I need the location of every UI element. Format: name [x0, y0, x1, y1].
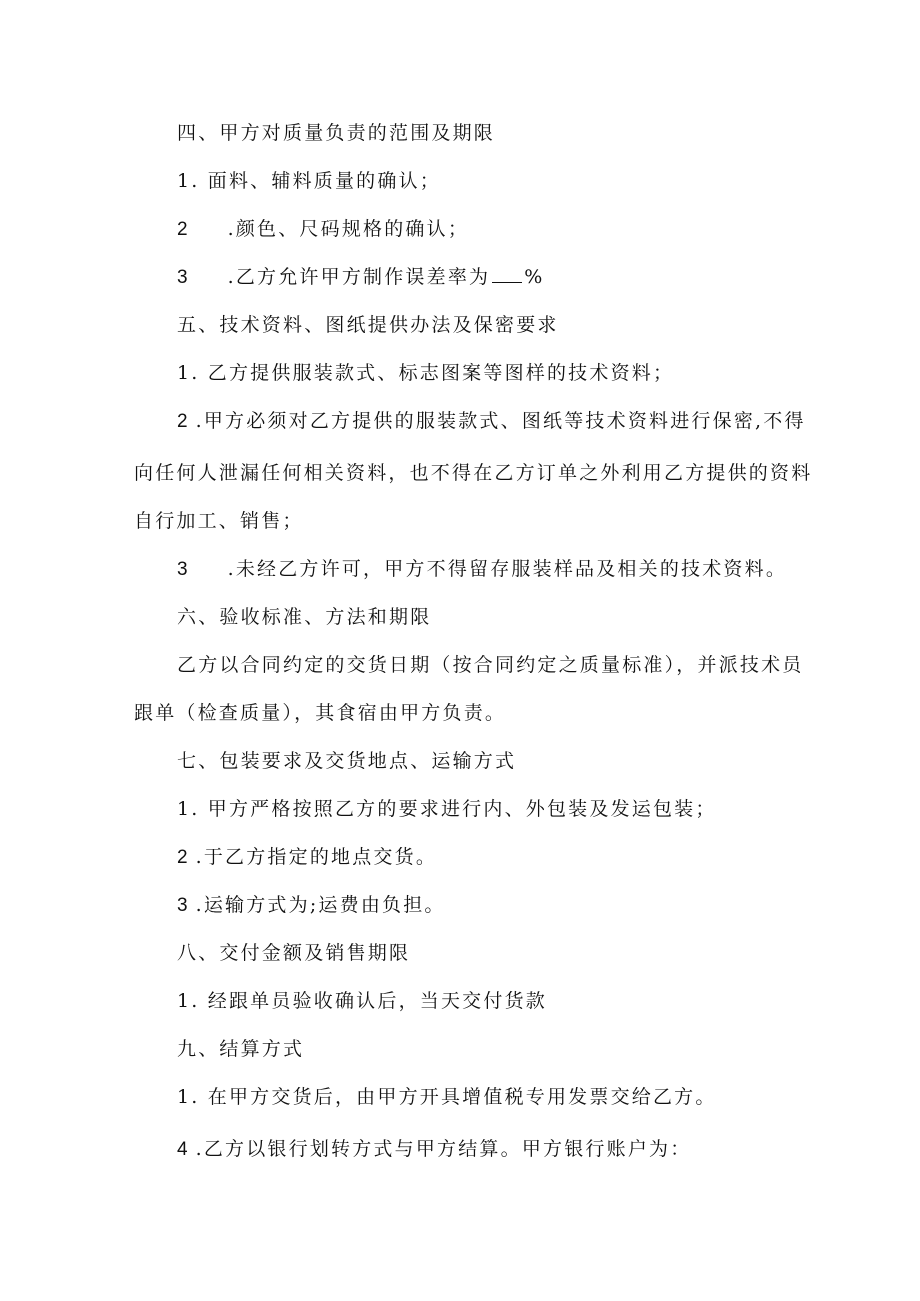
section-9-heading: 九、结算方式	[177, 1038, 305, 1060]
item-number: 3	[177, 559, 188, 580]
section-6-heading: 六、验收标准、方法和期限	[177, 606, 432, 628]
item-text: .甲方必须对乙方提供的服装款式、图纸等技术资料进行保密,不得	[195, 410, 806, 432]
item-number: 2	[177, 411, 188, 432]
section-7-item-1: 1. 甲方严格按照乙方的要求进行内、外包装及发运包装；	[177, 798, 717, 820]
item-text: .颜色、尺码规格的确认；	[227, 218, 470, 240]
item-text: .乙方允许甲方制作误差率为	[227, 266, 491, 288]
section-6-para-line-2: 跟单（检查质量），其食宿由甲方负责。	[134, 702, 507, 724]
section-4-item-2	[177, 217, 469, 242]
section-4-item-3	[177, 265, 544, 290]
section-7-item-3	[177, 893, 446, 918]
blank-underline	[492, 266, 522, 283]
section-9-item-1: 1. 在甲方交货后，由甲方开具增值税专用发票交给乙方。	[177, 1086, 717, 1108]
item-text: .未经乙方许可，甲方不得留存服装样品及相关的技术资料。	[227, 558, 788, 580]
section-5-item-3	[177, 557, 787, 582]
section-9-item-4	[177, 1137, 691, 1162]
section-5-item-2-line-3: 自行加工、销售；	[134, 510, 304, 532]
section-4-heading: 四、甲方对质量负责的范围及期限	[177, 122, 496, 144]
item-text: .运输方式为;运费由负担。	[195, 894, 446, 916]
section-5-item-2-line-1	[177, 409, 806, 434]
item-number: 2	[177, 847, 188, 868]
section-7-item-2	[177, 845, 437, 870]
section-7-heading: 七、包装要求及交货地点、运输方式	[177, 750, 517, 772]
item-text: .于乙方指定的地点交货。	[195, 846, 438, 868]
item-number: 4	[177, 1139, 188, 1160]
section-6-para-line-1: 乙方以合同约定的交货日期（按合同约定之质量标准），并派技术员	[177, 654, 804, 676]
section-5-item-2-line-2: 向任何人泄漏任何相关资料，也不得在乙方订单之外利用乙方提供的资料	[134, 462, 813, 484]
item-number: 3	[177, 267, 188, 288]
section-5-item-1: 1. 乙方提供服装款式、标志图案等图样的技术资料；	[177, 362, 675, 384]
section-8-item-1: 1. 经跟单员验收确认后，当天交付货款	[177, 990, 547, 1012]
section-5-heading: 五、技术资料、图纸提供办法及保密要求	[177, 314, 559, 336]
item-number: 3	[177, 895, 188, 916]
section-4-item-1: 1. 面料、辅料质量的确认；	[177, 170, 441, 192]
section-8-heading: 八、交付金额及销售期限	[177, 942, 411, 964]
item-text: .乙方以银行划转方式与甲方结算。甲方银行账户为：	[195, 1138, 692, 1160]
percent-sign: %	[524, 266, 545, 288]
item-number: 2	[177, 219, 188, 240]
